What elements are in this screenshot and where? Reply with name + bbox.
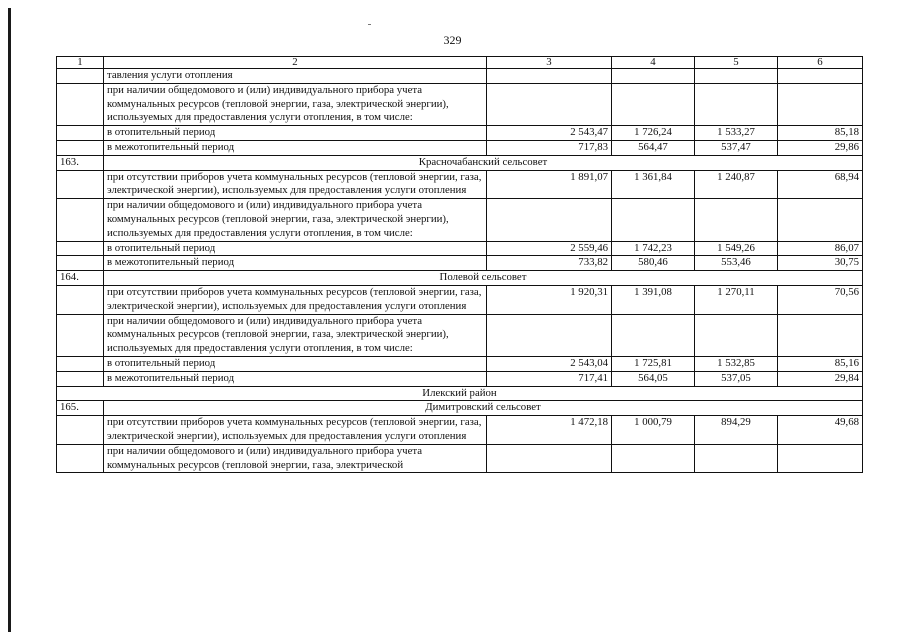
row-description: в межотопительный период [104, 140, 487, 155]
section-row [57, 271, 863, 286]
row-number [57, 126, 104, 141]
table-row [57, 126, 863, 141]
value-col4: 1 726,24 [612, 126, 695, 141]
row-number [57, 199, 104, 241]
row-number [57, 356, 104, 371]
row-number [57, 314, 104, 356]
row-description: в отопительный период [104, 241, 487, 256]
row-description: при отсутствии приборов учета коммунальных ресурсов (тепловой энергии, газа, электрической энергии), используемых для предоставления услуги отопления [104, 285, 487, 314]
page-edge-bar [8, 8, 11, 632]
value-col6: 86,07 [778, 241, 863, 256]
column-header: 4 [612, 57, 695, 69]
row-description: при наличии общедомового и (или) индивидуального прибора учета коммунальных ресурсов (тепловой энергии, газа, электрической [104, 444, 487, 473]
column-header: 6 [778, 57, 863, 69]
value-col5: 1 270,11 [695, 285, 778, 314]
column-header: 5 [695, 57, 778, 69]
value-col5: 537,05 [695, 371, 778, 386]
page-number: 329 [443, 33, 462, 47]
value-col4: 1 725,81 [612, 356, 695, 371]
row-description: в межотопительный период [104, 371, 487, 386]
value-col5 [695, 83, 778, 125]
row-description: тавления услуги отопления [104, 69, 487, 84]
column-header-row [57, 57, 863, 69]
value-col5: 1 532,85 [695, 356, 778, 371]
column-header: 3 [487, 57, 612, 69]
value-col4: 1 361,84 [612, 170, 695, 199]
row-description: в отопительный период [104, 126, 487, 141]
value-col4 [612, 314, 695, 356]
row-description: при наличии общедомового и (или) индивидуального прибора учета коммунальных ресурсов (тепловой энергии, газа, электрической энергии), используемых для предоставления услуги отопления, в том числе: [104, 199, 487, 241]
row-number [57, 256, 104, 271]
value-col4 [612, 83, 695, 125]
row-number [57, 241, 104, 256]
value-col6: 68,94 [778, 170, 863, 199]
tariff-table [56, 56, 863, 473]
row-number: 163. [57, 155, 104, 170]
value-col5: 894,29 [695, 416, 778, 445]
value-col3 [487, 199, 612, 241]
column-header: 1 [57, 57, 104, 69]
value-col5: 537,47 [695, 140, 778, 155]
value-col3: 2 543,47 [487, 126, 612, 141]
value-col6: 29,84 [778, 371, 863, 386]
value-col3 [487, 444, 612, 473]
row-description: при отсутствии приборов учета коммунальных ресурсов (тепловой энергии, газа, электрической энергии), используемых для предоставления услуги отопления [104, 170, 487, 199]
value-col6: 29,86 [778, 140, 863, 155]
value-col4 [612, 69, 695, 84]
row-number [57, 444, 104, 473]
value-col6: 85,18 [778, 126, 863, 141]
value-col5 [695, 314, 778, 356]
table-row [57, 371, 863, 386]
value-col4: 1 000,79 [612, 416, 695, 445]
row-description: при наличии общедомового и (или) индивидуального прибора учета коммунальных ресурсов (тепловой энергии, газа, электрической энергии), используемых для предоставления услуги отопления, в том числе: [104, 83, 487, 125]
table-row [57, 241, 863, 256]
table-row [57, 444, 863, 473]
table-row [57, 314, 863, 356]
row-number: 164. [57, 271, 104, 286]
value-col3: 1 891,07 [487, 170, 612, 199]
table-row [57, 285, 863, 314]
row-description: при наличии общедомового и (или) индивидуального прибора учета коммунальных ресурсов (тепловой энергии, газа, электрической энергии), используемых для предоставления услуги отопления, в том числе: [104, 314, 487, 356]
value-col3: 717,41 [487, 371, 612, 386]
value-col3 [487, 69, 612, 84]
value-col6 [778, 444, 863, 473]
value-col5: 1 240,87 [695, 170, 778, 199]
value-col5: 1 549,26 [695, 241, 778, 256]
row-number [57, 170, 104, 199]
value-col4: 580,46 [612, 256, 695, 271]
value-col5: 553,46 [695, 256, 778, 271]
table-row [57, 256, 863, 271]
value-col3: 1 920,31 [487, 285, 612, 314]
row-number [57, 371, 104, 386]
region-row [57, 386, 863, 401]
value-col4: 564,05 [612, 371, 695, 386]
value-col5 [695, 444, 778, 473]
table-row [57, 416, 863, 445]
value-col3: 1 472,18 [487, 416, 612, 445]
value-col4 [612, 199, 695, 241]
section-title: Димитровский сельсовет [104, 401, 863, 416]
row-description: в отопительный период [104, 356, 487, 371]
row-description: при отсутствии приборов учета коммунальных ресурсов (тепловой энергии, газа, электрической энергии), используемых для предоставления услуги отопления [104, 416, 487, 445]
value-col5: 1 533,27 [695, 126, 778, 141]
row-number [57, 140, 104, 155]
table-row [57, 83, 863, 125]
value-col6: 30,75 [778, 256, 863, 271]
value-col3: 717,83 [487, 140, 612, 155]
table-row [57, 199, 863, 241]
region-title: Илекский район [57, 386, 863, 401]
scan-mark [368, 24, 371, 25]
row-number: 165. [57, 401, 104, 416]
value-col4: 1 391,08 [612, 285, 695, 314]
value-col6: 85,16 [778, 356, 863, 371]
table-row [57, 69, 863, 84]
column-header: 2 [104, 57, 487, 69]
section-row [57, 155, 863, 170]
section-title: Красночабанский сельсовет [104, 155, 863, 170]
value-col6 [778, 199, 863, 241]
value-col4: 564,47 [612, 140, 695, 155]
row-number [57, 416, 104, 445]
row-number [57, 285, 104, 314]
value-col4: 1 742,23 [612, 241, 695, 256]
row-number [57, 69, 104, 84]
value-col6 [778, 69, 863, 84]
value-col6 [778, 83, 863, 125]
value-col6: 70,56 [778, 285, 863, 314]
value-col3 [487, 314, 612, 356]
value-col6 [778, 314, 863, 356]
table-row [57, 170, 863, 199]
table-row [57, 356, 863, 371]
value-col4 [612, 444, 695, 473]
row-number [57, 83, 104, 125]
table-row [57, 140, 863, 155]
value-col6: 49,68 [778, 416, 863, 445]
value-col3: 2 559,46 [487, 241, 612, 256]
section-row [57, 401, 863, 416]
value-col3: 733,82 [487, 256, 612, 271]
value-col3 [487, 83, 612, 125]
section-title: Полевой сельсовет [104, 271, 863, 286]
value-col5 [695, 69, 778, 84]
value-col3: 2 543,04 [487, 356, 612, 371]
row-description: в межотопительный период [104, 256, 487, 271]
value-col5 [695, 199, 778, 241]
